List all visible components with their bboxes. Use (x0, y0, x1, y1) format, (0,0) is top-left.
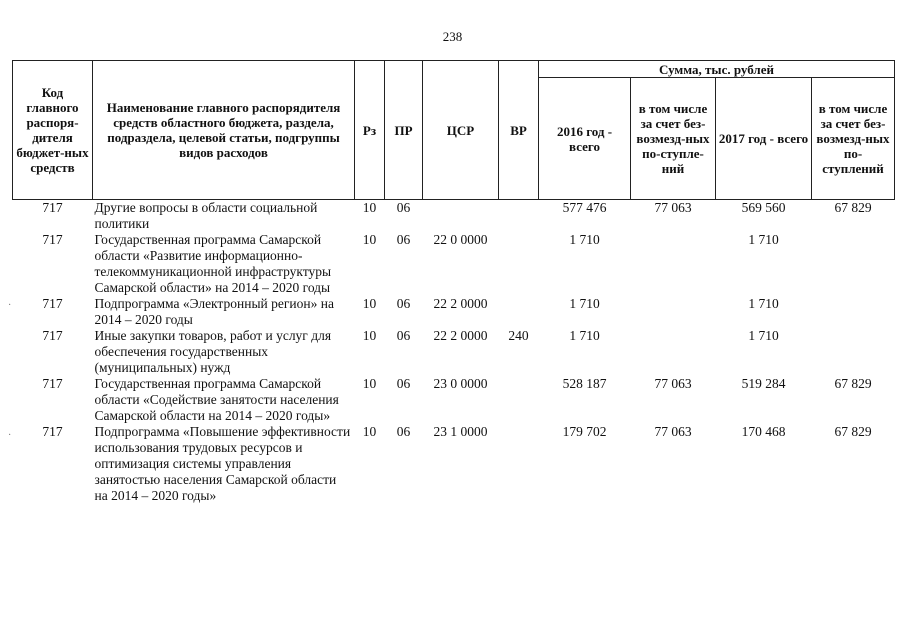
header-2017-free: в том числе за счет без-возмезд-ных по-ступлений (812, 78, 895, 200)
cell-2017-total: 1 710 (748, 232, 779, 247)
cell-2017-total: 170 468 (741, 424, 786, 439)
cell-rz: 10 (362, 200, 377, 215)
cell-2016-free: 77 063 (654, 424, 692, 439)
cell-name: Подпрограмма «Электронный регион» на 2014 – 2020 годы (94, 296, 334, 327)
cell-2016-total: 179 702 (562, 424, 607, 439)
cell-vr (499, 296, 539, 328)
budget-table (12, 60, 895, 504)
cell-csr: 22 0 0000 (433, 232, 488, 247)
cell-name: Государственная программа Самарской области «Содействие занятости населения Самарской области на 2014 – 2020 годы» (94, 376, 339, 423)
page-number: 238 (442, 29, 463, 44)
header-pr: ПР (385, 61, 423, 200)
scan-mark: · (8, 300, 12, 311)
cell-rz: 10 (362, 376, 377, 391)
cell-csr (423, 200, 499, 233)
cell-2017-free (812, 296, 895, 328)
table-row (13, 424, 895, 504)
cell-2017-free: 67 829 (834, 200, 872, 215)
cell-csr: 22 2 0000 (433, 328, 488, 343)
cell-vr (499, 376, 539, 424)
cell-code: 717 (42, 376, 63, 391)
cell-name: Иные закупки товаров, работ и услуг для обеспечения государственных (муниципальных) нужд (94, 328, 332, 375)
header-sum-group: Сумма, тыс. рублей (539, 61, 895, 78)
header-vr: ВР (499, 61, 539, 200)
cell-pr: 06 (396, 232, 411, 247)
cell-pr: 06 (396, 376, 411, 391)
cell-2016-free (631, 328, 716, 376)
cell-csr: 23 0 0000 (433, 376, 488, 391)
table-row (13, 296, 895, 328)
cell-vr (499, 424, 539, 504)
cell-vr (499, 200, 539, 233)
header-2016-total: 2016 год - всего (539, 78, 631, 200)
cell-2016-free: 77 063 (654, 376, 692, 391)
cell-2016-total: 1 710 (569, 328, 600, 343)
cell-rz: 10 (362, 296, 377, 311)
cell-name: Государственная программа Самарской области «Развитие информационно-телекоммуникационной инфраструктуры Самарской области» на 2014 – 2020 годы (94, 232, 332, 295)
cell-2017-total: 1 710 (748, 296, 779, 311)
cell-csr: 22 2 0000 (433, 296, 488, 311)
cell-2017-free: 67 829 (834, 424, 872, 439)
cell-2016-free (631, 232, 716, 296)
cell-csr: 23 1 0000 (433, 424, 488, 439)
cell-code: 717 (42, 424, 63, 439)
header-name: Наименование главного распорядителя средств областного бюджета, раздела, подраздела, целевой статьи, подгруппы видов расходов (93, 61, 355, 200)
cell-2016-total: 528 187 (562, 376, 607, 391)
cell-rz: 10 (362, 424, 377, 439)
table-row (13, 328, 895, 376)
table-row (13, 376, 895, 424)
cell-code: 717 (42, 232, 63, 247)
cell-pr: 06 (396, 296, 411, 311)
table-body (13, 200, 895, 505)
cell-rz: 10 (362, 232, 377, 247)
cell-name: Другие вопросы в области социальной политики (94, 200, 318, 231)
cell-vr: 240 (508, 328, 529, 343)
header-rz: Рз (355, 61, 385, 200)
scan-mark: · (8, 430, 12, 441)
cell-2017-free (812, 328, 895, 376)
cell-vr (499, 232, 539, 296)
cell-code: 717 (42, 200, 63, 215)
header-code: Код главного распоря-дителя бюджет-ных средств (13, 61, 93, 200)
cell-name: Подпрограмма «Повышение эффективности использования трудовых ресурсов и оптимизация системы управления занятостью населения Самарской области на 2014 – 2020 годы» (94, 424, 351, 503)
table-row (13, 232, 895, 296)
cell-2016-total: 1 710 (569, 296, 600, 311)
header-csr: ЦСР (423, 61, 499, 200)
cell-pr: 06 (396, 200, 411, 215)
cell-2016-total: 1 710 (569, 232, 600, 247)
cell-2017-total: 1 710 (748, 328, 779, 343)
cell-2016-free (631, 296, 716, 328)
cell-2016-free: 77 063 (654, 200, 692, 215)
cell-2017-total: 569 560 (741, 200, 786, 215)
cell-2017-free: 67 829 (834, 376, 872, 391)
cell-code: 717 (42, 296, 63, 311)
header-2016-free: в том числе за счет без-возмезд-ных по-ступле-ний (631, 78, 716, 200)
table-header (13, 61, 895, 200)
cell-rz: 10 (362, 328, 377, 343)
cell-pr: 06 (396, 424, 411, 439)
header-2017-total: 2017 год - всего (716, 78, 812, 200)
cell-2017-total: 519 284 (741, 376, 786, 391)
cell-2016-total: 577 476 (562, 200, 607, 215)
table-row (13, 200, 895, 233)
cell-pr: 06 (396, 328, 411, 343)
cell-2017-free (812, 232, 895, 296)
cell-code: 717 (42, 328, 63, 343)
